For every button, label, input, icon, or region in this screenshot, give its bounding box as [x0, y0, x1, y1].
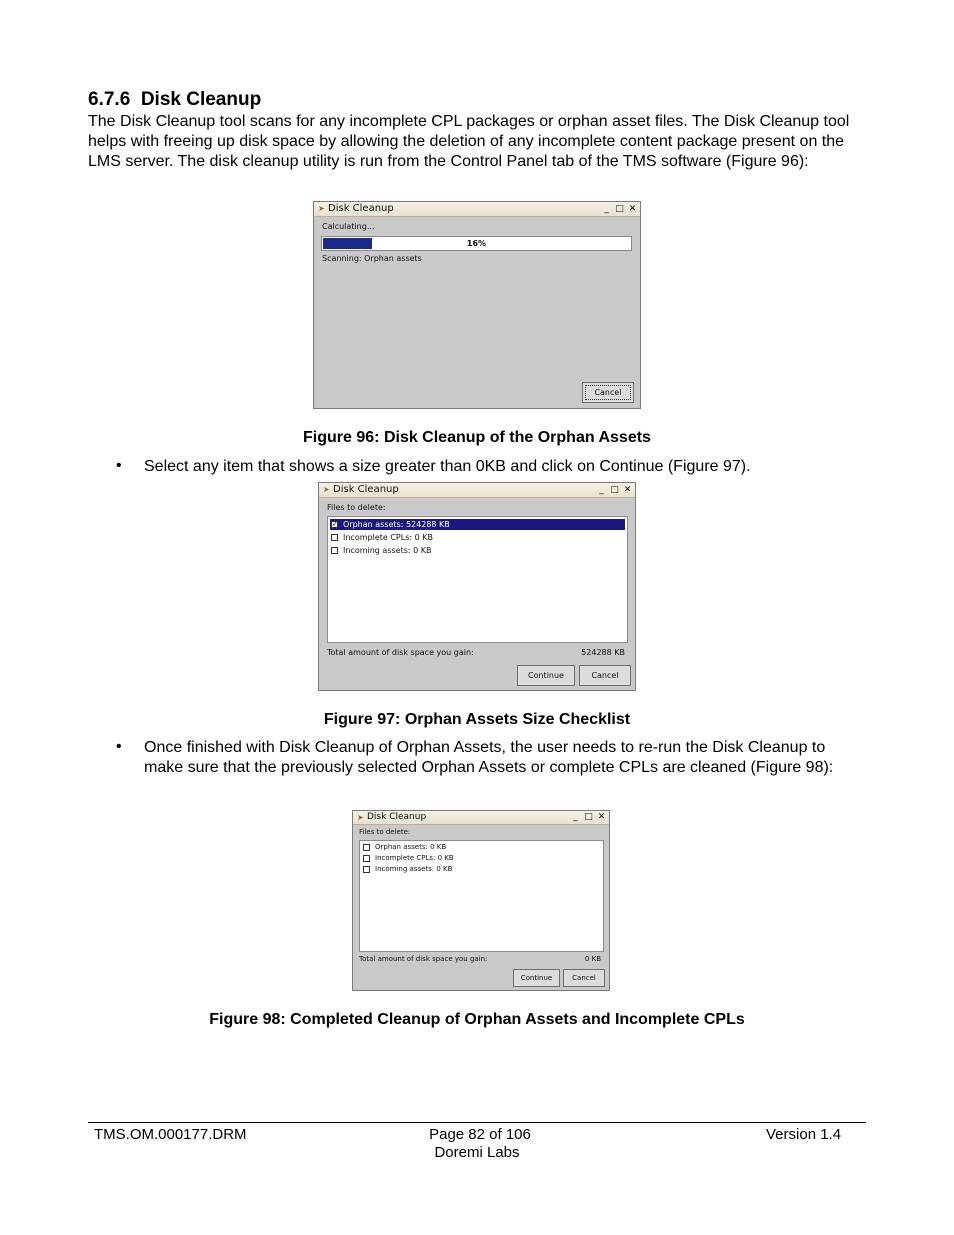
list-item-label: Orphan assets: 524288 KB — [343, 520, 450, 529]
minimize-icon[interactable]: _ — [573, 812, 578, 822]
scanning-label: Scanning: Orphan assets — [322, 254, 422, 263]
list-item[interactable] — [362, 842, 601, 853]
minimize-icon[interactable]: _ — [604, 203, 609, 214]
cancel-label: Cancel — [591, 671, 619, 680]
app-icon: ➤ — [357, 813, 364, 822]
figure96-window — [313, 201, 641, 409]
window-title: Disk Cleanup — [328, 203, 394, 214]
checkbox[interactable] — [363, 844, 370, 851]
total-value: 0 KB — [584, 955, 601, 963]
app-icon: ➤ — [323, 485, 330, 494]
files-list — [359, 840, 604, 952]
list-item-label: Orphan assets: 0 KB — [375, 843, 447, 851]
close-icon[interactable]: ✕ — [628, 203, 637, 214]
footer-version: Version 1.4 — [766, 1126, 842, 1143]
cancel-label: Cancel — [572, 974, 596, 982]
figure98-window — [352, 810, 610, 991]
minimize-icon[interactable]: _ — [599, 484, 604, 495]
cancel-label: Cancel — [594, 388, 622, 397]
window-titlebar — [319, 483, 635, 498]
close-icon[interactable]: ✕ — [597, 812, 606, 822]
checkbox[interactable] — [331, 534, 338, 541]
checkbox[interactable]: ✓ — [332, 520, 338, 528]
footer-divider — [88, 1122, 866, 1123]
window-titlebar — [353, 811, 609, 825]
figure97-caption: Figure 97: Orphan Assets Size Checklist — [323, 711, 631, 728]
cancel-button[interactable] — [582, 382, 634, 403]
window-titlebar — [314, 202, 640, 217]
list-item-label: Incoming assets: 0 KB — [343, 546, 432, 555]
footer-company: Doremi Labs — [434, 1144, 520, 1161]
footer-doc-id: TMS.OM.000177.DRM — [94, 1126, 247, 1143]
intro-paragraph: The Disk Cleanup tool scans for any incomplete CPL packages or orphan asset files. The Disk Cleanup tool helps with freeing up disk space by allowing the deletion of any incomplete content package present on the LMS server. The disk cleanup utility is run from the Control Panel tab of the TMS software (Figure 96): — [88, 113, 850, 170]
section-title: Disk Cleanup — [140, 89, 262, 110]
continue-button[interactable] — [513, 969, 560, 987]
progress-bar — [321, 236, 632, 251]
progress-label: 16% — [466, 239, 487, 248]
checkbox[interactable] — [363, 866, 370, 873]
continue-button[interactable] — [517, 665, 575, 686]
files-list — [327, 516, 628, 643]
total-label: Total amount of disk space you gain: — [327, 648, 474, 657]
bullet-dot: • — [116, 457, 122, 474]
figure97-window — [318, 482, 636, 691]
list-item-label: Incomplete CPLs: 0 KB — [375, 854, 454, 862]
bullet-text: Once finished with Disk Cleanup of Orphan Assets, the user needs to re-run the Disk Cleanup to make sure that the previously selected Orphan Assets or complete CPLs are cleaned (Figure 98): — [144, 739, 834, 776]
total-label: Total amount of disk space you gain: — [359, 955, 488, 963]
footer-page: Page 82 of 106 — [429, 1126, 531, 1143]
maximize-icon[interactable]: □ — [610, 484, 619, 495]
cancel-button[interactable] — [563, 969, 605, 987]
checkbox[interactable] — [363, 855, 370, 862]
list-item[interactable] — [330, 545, 625, 556]
figure96-caption: Figure 96: Disk Cleanup of the Orphan Assets — [303, 429, 651, 446]
list-item-label: Incomplete CPLs: 0 KB — [343, 533, 433, 542]
window-title: Disk Cleanup — [367, 812, 427, 822]
status-label: Calculating... — [322, 222, 375, 231]
total-value: 524288 KB — [581, 648, 625, 657]
app-icon: ➤ — [318, 204, 325, 213]
section-heading — [88, 89, 261, 111]
list-item[interactable] — [362, 864, 601, 875]
bullet-text: Select any item that shows a size greater than 0KB and click on Continue (Figure 97). — [144, 458, 751, 475]
close-icon[interactable]: ✕ — [623, 484, 632, 495]
list-item[interactable] — [362, 853, 601, 864]
section-number: 6.7.6 — [88, 89, 131, 110]
continue-label: Continue — [520, 974, 553, 982]
maximize-icon[interactable]: □ — [584, 812, 593, 822]
list-item[interactable] — [330, 532, 625, 543]
files-label: Files to delete: — [327, 503, 386, 512]
checkbox[interactable] — [331, 547, 338, 554]
window-title: Disk Cleanup — [333, 484, 399, 495]
maximize-icon[interactable]: □ — [615, 203, 624, 214]
cancel-button[interactable] — [579, 665, 631, 686]
figure98-caption: Figure 98: Completed Cleanup of Orphan Assets and Incomplete CPLs — [209, 1011, 745, 1028]
list-item[interactable] — [330, 519, 625, 530]
continue-label: Continue — [528, 671, 564, 680]
files-label: Files to delete: — [359, 828, 411, 836]
bullet-dot: • — [116, 738, 122, 755]
list-item-label: Incoming assets: 0 KB — [375, 865, 453, 873]
